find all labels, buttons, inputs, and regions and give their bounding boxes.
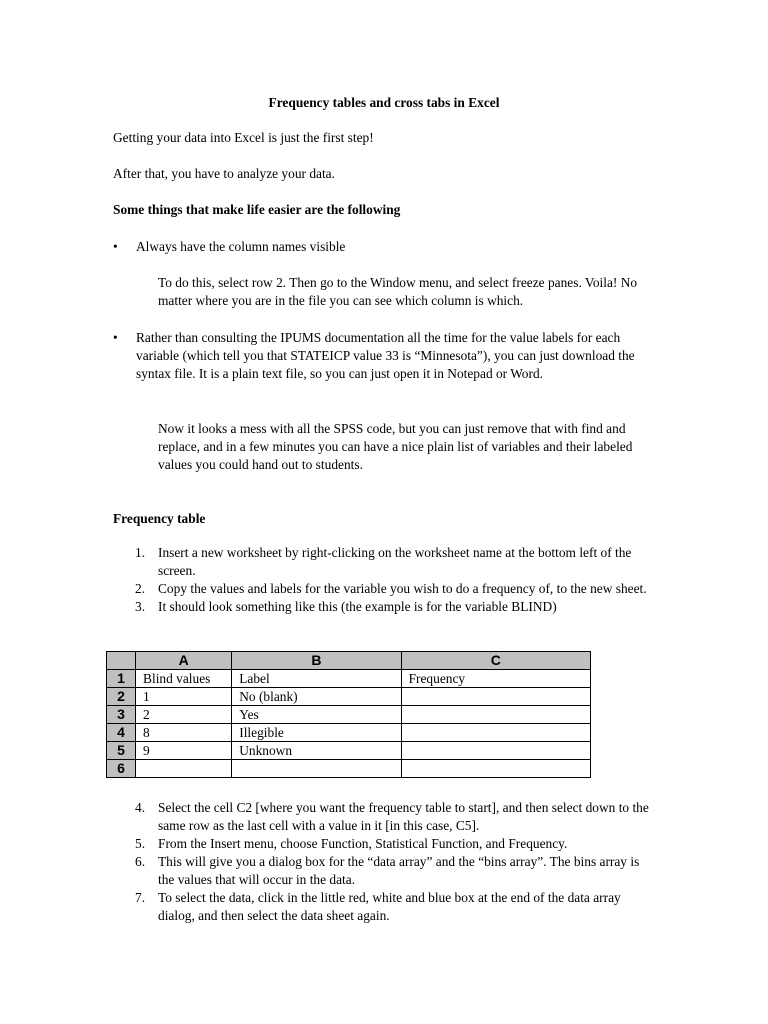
table-row — [107, 742, 591, 760]
table-cell: Blind values — [136, 670, 232, 688]
list-number: 2. — [135, 581, 146, 596]
list-text: Copy the values and labels for the variable you wish to do a frequency of, to the new sheet. — [158, 581, 647, 596]
list-item — [113, 598, 653, 616]
table-cell — [401, 706, 590, 724]
table-cell: Illegible — [232, 724, 401, 742]
table-cell: 2 — [136, 706, 232, 724]
table-cell: No (blank) — [232, 688, 401, 706]
list-item — [113, 580, 653, 598]
table-row — [107, 724, 591, 742]
list-item — [113, 544, 653, 580]
table-cell: Frequency — [401, 670, 590, 688]
list-item — [113, 853, 653, 889]
list-number: 3. — [135, 599, 146, 614]
row-header: 3 — [107, 706, 136, 724]
table-row — [107, 670, 591, 688]
row-header: 1 — [107, 670, 136, 688]
steps-list-part1 — [113, 544, 653, 616]
column-header-b: B — [232, 652, 401, 670]
intro-paragraph-1: Getting your data into Excel is just the first step! — [113, 130, 374, 145]
list-number: 4. — [135, 800, 146, 815]
section-heading-frequency-table: Frequency table — [113, 511, 206, 526]
table-cell — [136, 760, 232, 778]
table-row — [107, 688, 591, 706]
steps-list-part2 — [113, 799, 653, 925]
corner-cell — [107, 652, 136, 670]
list-number: 5. — [135, 836, 146, 851]
bullet-marker: • — [113, 330, 118, 345]
row-header: 6 — [107, 760, 136, 778]
table-cell — [401, 742, 590, 760]
row-header: 2 — [107, 688, 136, 706]
bullet-text: Always have the column names visible — [136, 239, 346, 254]
bullet-marker: • — [113, 239, 118, 254]
table-cell — [401, 724, 590, 742]
table-cell — [401, 688, 590, 706]
list-text: Select the cell C2 [where you want the frequency table to start], and then select down to the same row as the last cell with a value in it [in this case, C5]. — [158, 800, 649, 833]
intro-paragraph-2: After that, you have to analyze your data. — [113, 166, 335, 181]
bullet-detail-freeze-panes: To do this, select row 2. Then go to the Window menu, and select freeze panes. Voila! No matter where you are in the file you can see which column is which. — [158, 275, 638, 308]
column-header-row — [107, 652, 591, 670]
column-header-a: A — [136, 652, 232, 670]
table-row — [107, 706, 591, 724]
document-title: Frequency tables and cross tabs in Excel — [268, 95, 500, 110]
table-cell: Label — [232, 670, 401, 688]
table-cell: 8 — [136, 724, 232, 742]
list-item — [113, 799, 653, 835]
list-text: From the Insert menu, choose Function, Statistical Function, and Frequency. — [158, 836, 568, 851]
bullet-text: Rather than consulting the IPUMS documentation all the time for the value labels for each variable (which tell you that STATEICP value 33 is “Minnesota”), you can just download the syntax file. It is a plain text file, so you can just open it in Notepad or Word. — [136, 330, 635, 381]
row-header: 4 — [107, 724, 136, 742]
list-item — [113, 889, 653, 925]
section-heading-tips: Some things that make life easier are the following — [113, 202, 401, 217]
list-number: 7. — [135, 890, 146, 905]
excel-sheet-example — [106, 651, 591, 778]
list-number: 6. — [135, 854, 146, 869]
bullet-detail-spss-code: Now it looks a mess with all the SPSS code, but you can just remove that with find and replace, and in a few minutes you can have a nice plain list of variables and their labeled values you could hand out to students. — [158, 421, 633, 472]
list-text: Insert a new worksheet by right-clicking on the worksheet name at the bottom left of the screen. — [158, 545, 632, 578]
list-number: 1. — [135, 545, 146, 560]
table-cell: Yes — [232, 706, 401, 724]
table-row — [107, 760, 591, 778]
list-text: This will give you a dialog box for the “data array” and the “bins array”. The bins array is the values that will occur in the data. — [158, 854, 640, 887]
table-cell: Unknown — [232, 742, 401, 760]
table-cell — [232, 760, 401, 778]
table-cell — [401, 760, 590, 778]
list-text: It should look something like this (the example is for the variable BLIND) — [158, 599, 557, 614]
row-header: 5 — [107, 742, 136, 760]
table-cell: 9 — [136, 742, 232, 760]
list-item — [113, 835, 653, 853]
column-header-c: C — [401, 652, 590, 670]
list-text: To select the data, click in the little red, white and blue box at the end of the data array dialog, and then select the data sheet again. — [158, 890, 621, 923]
table-cell: 1 — [136, 688, 232, 706]
